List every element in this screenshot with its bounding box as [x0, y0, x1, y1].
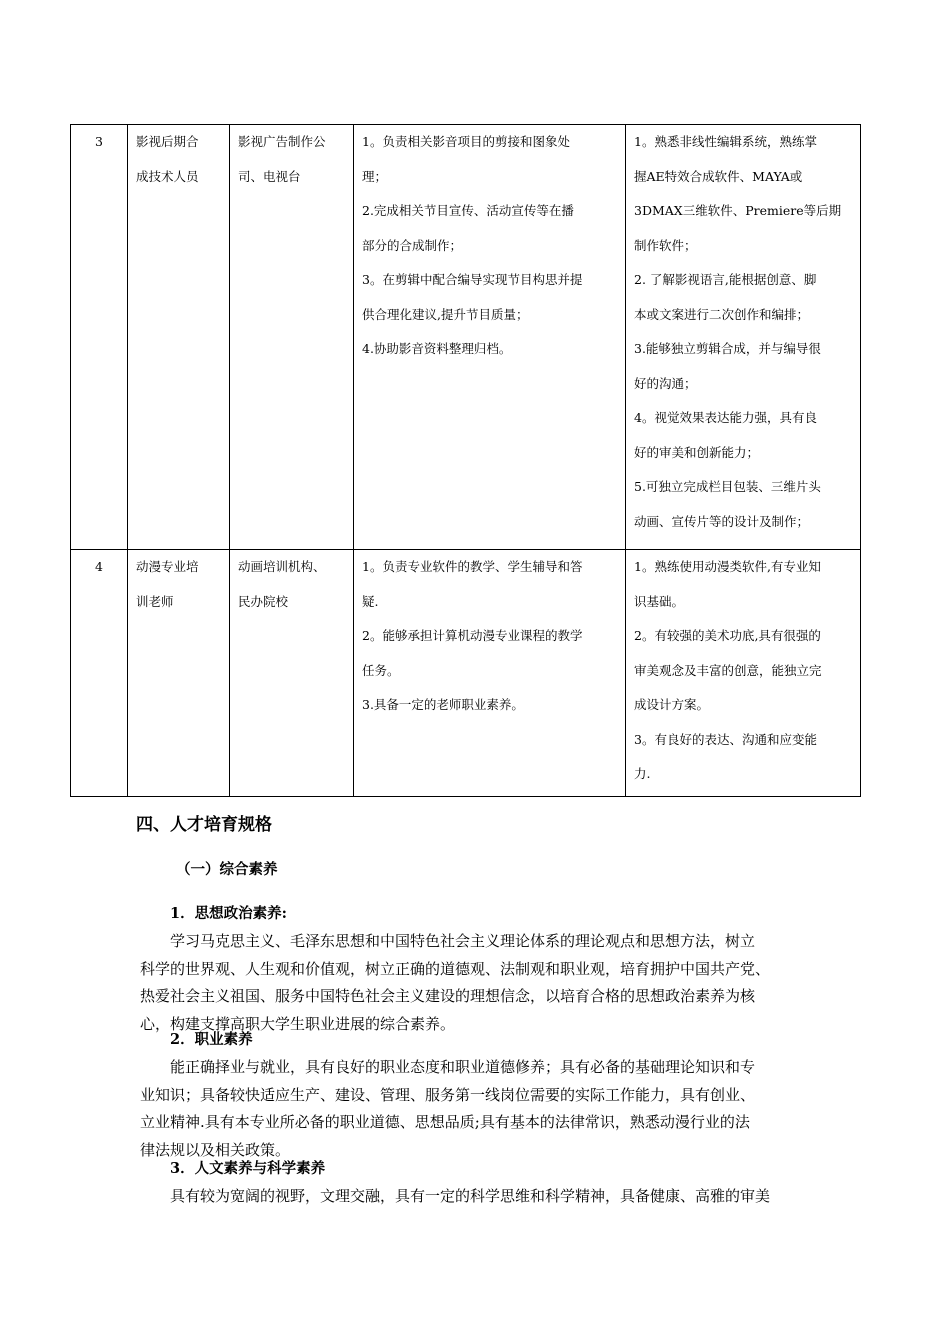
cell-text: 影视后期合	[136, 134, 199, 149]
position-cell	[128, 125, 230, 550]
cell-text: 3.能够独立剪辑合成，并与编导很	[634, 341, 821, 356]
paragraph	[70, 1183, 870, 1211]
cell-text: 识基础。	[634, 593, 685, 609]
cell-text: 动漫专业培	[136, 559, 199, 574]
cell-text: 4。视觉效果表达能力强，具有良	[634, 410, 817, 425]
employer-cell	[230, 125, 354, 550]
text-line: 心，构建支撑高职大学生职业进展的综合素养。	[140, 1014, 456, 1033]
cell-text: 3。有良好的表达、沟通和应变能	[634, 731, 817, 747]
cell-text: 动画培训机构、	[238, 559, 326, 574]
cell-text: 部分的合成制作；	[362, 237, 463, 253]
text-line: 律法规以及相关政策。	[140, 1140, 291, 1159]
cell-text: 本或文案进行二次创作和编排；	[634, 306, 810, 322]
section-professional	[70, 1026, 870, 1164]
text-line: 具有较为宽阔的视野，文理交融，具有一定的科学思维和科学精神，具备健康、高雅的审美	[170, 1187, 771, 1205]
cell-text: 1。熟悉非线性编辑系统，熟练掌	[634, 134, 817, 149]
text-line: 科学的世界观、人生观和价值观，树立正确的道德观、法制观和职业观，培育拥护中国共产党、	[140, 959, 771, 978]
cell-text: 司、电视台	[238, 168, 301, 184]
cell-text: 成设计方案。	[634, 697, 710, 712]
cell-text: 3.具备一定的老师职业素养。	[362, 697, 524, 712]
section-title: 2．职业素养	[170, 1031, 253, 1048]
requirements-cell	[626, 125, 861, 550]
cell-text: 力.	[634, 766, 651, 781]
text-line: 学习马克思主义、毛泽东思想和中国特色社会主义理论体系的理论观点和思想方法，树立	[170, 932, 756, 950]
row-number: 4	[71, 550, 128, 797]
position-cell	[128, 550, 230, 797]
cell-text: 1。负责专业软件的教学、学生辅导和答	[362, 559, 583, 574]
employer-cell	[230, 550, 354, 797]
cell-text: 2.完成相关节目宣传、活动宣传等在播	[362, 203, 574, 218]
cell-text: 1。熟练使用动漫类软件,有专业知	[634, 559, 821, 574]
cell-text: 2。有较强的美术功底,具有很强的	[634, 628, 821, 643]
cell-text: 民办院校	[238, 593, 289, 609]
cell-text: 任务。	[362, 662, 400, 678]
cell-text: 1。负责相关影音项目的剪接和图象处	[362, 134, 570, 149]
cell-text: 理；	[362, 168, 388, 184]
table-row	[71, 550, 861, 797]
cell-text: 供合理化建议,提升节目质量；	[362, 306, 529, 322]
subsection-heading: （一）综合素养	[176, 861, 278, 878]
cell-text: 疑.	[362, 593, 379, 609]
text-line: 热爱社会主义祖国、服务中国特色社会主义建设的理想信念，以培育合格的思想政治素养为核	[140, 987, 756, 1005]
cell-text: 制作软件；	[634, 237, 697, 253]
row-number: 3	[71, 125, 128, 550]
text-line: 立业精神.具有本专业所必备的职业道德、思想品质;具有基本的法律常识，熟悉动漫行业的法	[140, 1113, 750, 1131]
cell-text: 训老师	[136, 593, 174, 609]
cell-text: 好的沟通；	[634, 375, 697, 391]
cell-text: 3。在剪辑中配合编导实现节目构思并提	[362, 272, 583, 287]
requirements-cell	[626, 550, 861, 797]
paragraph	[70, 928, 870, 1038]
cell-text: 成技术人员	[136, 168, 199, 184]
jobs-table	[70, 124, 861, 797]
cell-text: 2. 了解影视语言,能根据创意、脚	[634, 272, 817, 287]
section-political	[70, 900, 870, 1038]
text-line: 能正确择业与就业，具有良好的职业态度和职业道德修养；具有必备的基础理论知识和专	[170, 1058, 756, 1076]
cell-text: 审美观念及丰富的创意，能独立完	[634, 662, 822, 678]
section-title: 1．思想政治素养:	[170, 905, 287, 922]
paragraph	[70, 1054, 870, 1164]
cell-text: 2。能够承担计算机动漫专业课程的教学	[362, 628, 583, 643]
cell-text: 5.可独立完成栏目包装、三维片头	[634, 479, 821, 494]
duties-cell	[354, 550, 626, 797]
duties-cell	[354, 125, 626, 550]
cell-text: 握AE特效合成软件、MAYA或	[634, 168, 803, 184]
text-line: 业知识；具备较快适应生产、建设、管理、服务第一线岗位需要的实际工作能力，具有创业、	[140, 1085, 756, 1104]
cell-text: 动画、宣传片等的设计及制作；	[634, 513, 810, 529]
section-humanities	[70, 1155, 870, 1211]
section-title: 3．人文素养与科学素养	[170, 1160, 326, 1177]
cell-text: 4.协助影音资料整理归档。	[362, 341, 512, 356]
cell-text: 3DMAX三维软件、Premiere等后期	[634, 203, 842, 218]
cell-text: 好的审美和创新能力；	[634, 444, 760, 460]
section-heading: 四、人才培育规格	[136, 815, 272, 835]
cell-text: 影视广告制作公	[238, 134, 326, 149]
table-row	[71, 125, 861, 550]
